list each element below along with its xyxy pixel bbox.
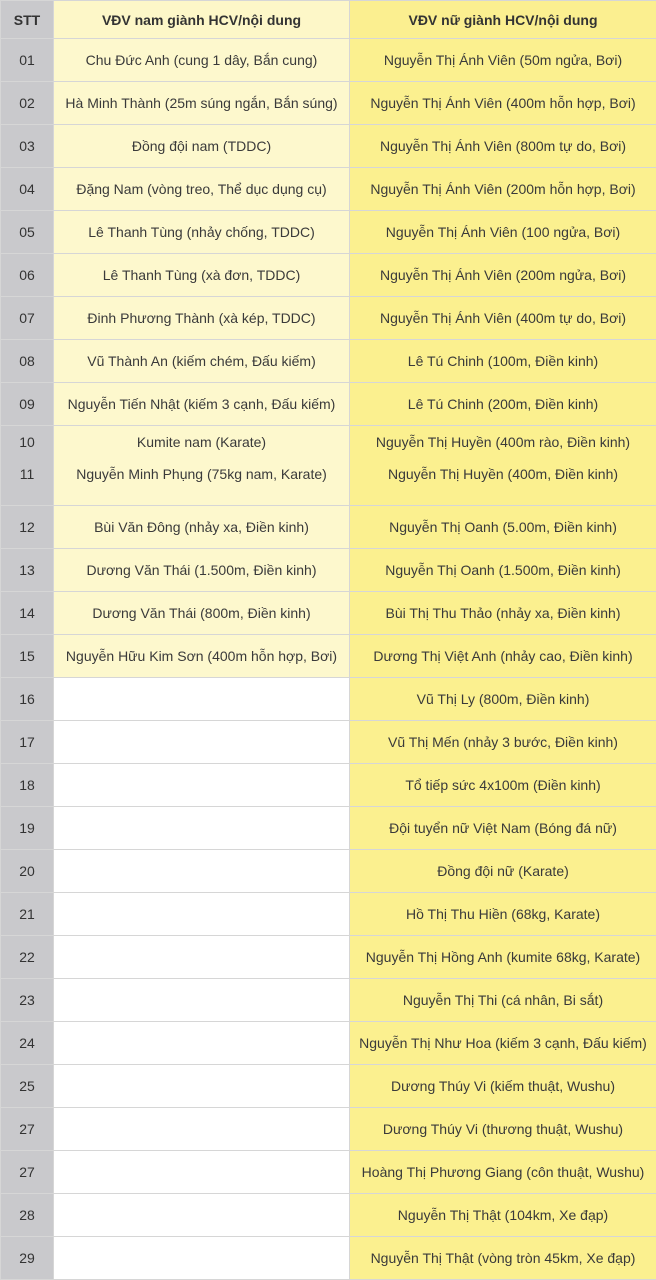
table-row <box>1 1151 656 1194</box>
table-row <box>1 125 656 168</box>
men-cell <box>54 1151 350 1194</box>
table-row <box>1 893 656 936</box>
women-cell: Dương Thúy Vi (thương thuật, Wushu) <box>350 1108 656 1151</box>
women-cell: Vũ Thị Mến (nhảy 3 bước, Điền kinh) <box>350 721 656 764</box>
stt-cell: 05 <box>1 211 54 254</box>
stt-cell: 17 <box>1 721 54 764</box>
women-cell-pair <box>350 426 656 506</box>
men-cell: Nguyễn Hữu Kim Sơn (400m hỗn hợp, Bơi) <box>54 635 350 678</box>
stt-cell: 11 <box>3 465 51 483</box>
stt-cell: 29 <box>1 1237 54 1280</box>
men-cell <box>54 850 350 893</box>
table-row <box>1 721 656 764</box>
table-row <box>1 82 656 125</box>
women-cell: Đội tuyển nữ Việt Nam (Bóng đá nữ) <box>350 807 656 850</box>
table-row <box>1 1194 656 1237</box>
stt-cell: 21 <box>1 893 54 936</box>
table-row <box>1 678 656 721</box>
table-row <box>1 383 656 426</box>
table-row <box>1 936 656 979</box>
men-cell: Bùi Văn Đông (nhảy xa, Điền kinh) <box>54 506 350 549</box>
men-cell-pair <box>54 426 350 506</box>
men-cell <box>54 1108 350 1151</box>
stt-cell: 01 <box>1 39 54 82</box>
header-women: VĐV nữ giành HCV/nội dung <box>350 1 656 39</box>
women-cell: Nguyễn Thị Oanh (5.00m, Điền kinh) <box>350 506 656 549</box>
men-cell <box>54 1237 350 1280</box>
men-cell <box>54 807 350 850</box>
men-cell: Dương Văn Thái (800m, Điền kinh) <box>54 592 350 635</box>
table-row <box>1 807 656 850</box>
table-row <box>1 506 656 549</box>
men-cell <box>54 1194 350 1237</box>
women-cell: Nguyễn Thị Ánh Viên (100 ngửa, Bơi) <box>350 211 656 254</box>
men-cell <box>54 1065 350 1108</box>
women-cell: Lê Tú Chinh (100m, Điền kinh) <box>350 340 656 383</box>
table-row <box>1 592 656 635</box>
men-cell: Hà Minh Thành (25m súng ngắn, Bắn súng) <box>54 82 350 125</box>
women-cell: Lê Tú Chinh (200m, Điền kinh) <box>350 383 656 426</box>
stt-cell: 19 <box>1 807 54 850</box>
stt-cell: 12 <box>1 506 54 549</box>
men-cell: Dương Văn Thái (1.500m, Điền kinh) <box>54 549 350 592</box>
stt-cell: 27 <box>1 1108 54 1151</box>
stt-cell: 10 <box>3 426 51 465</box>
women-cell: Nguyễn Thị Ánh Viên (400m tự do, Bơi) <box>350 297 656 340</box>
men-cell: Đặng Nam (vòng treo, Thể dục dụng cụ) <box>54 168 350 211</box>
men-cell: Đồng đội nam (TDDC) <box>54 125 350 168</box>
men-cell <box>54 1022 350 1065</box>
header-stt: STT <box>1 1 54 39</box>
table-row <box>1 340 656 383</box>
stt-cell: 08 <box>1 340 54 383</box>
men-cell: Nguyễn Minh Phụng (75kg nam, Karate) <box>56 465 347 483</box>
header-row <box>1 1 656 39</box>
stt-cell: 16 <box>1 678 54 721</box>
stt-cell-pair <box>1 426 54 506</box>
women-cell: Nguyễn Thị Ánh Viên (50m ngửa, Bơi) <box>350 39 656 82</box>
women-cell: Nguyễn Thị Thi (cá nhân, Bi sắt) <box>350 979 656 1022</box>
stt-cell: 20 <box>1 850 54 893</box>
stt-cell: 13 <box>1 549 54 592</box>
stt-cell: 24 <box>1 1022 54 1065</box>
men-cell: Vũ Thành An (kiếm chém, Đấu kiếm) <box>54 340 350 383</box>
women-cell: Hồ Thị Thu Hiền (68kg, Karate) <box>350 893 656 936</box>
women-cell: Nguyễn Thị Như Hoa (kiếm 3 cạnh, Đấu kiếm) <box>350 1022 656 1065</box>
table-row <box>1 1022 656 1065</box>
men-cell <box>54 678 350 721</box>
table-row <box>1 635 656 678</box>
table-row <box>1 39 656 82</box>
women-cell: Nguyễn Thị Thật (104km, Xe đạp) <box>350 1194 656 1237</box>
women-cell: Nguyễn Thị Thật (vòng tròn 45km, Xe đạp) <box>350 1237 656 1280</box>
stt-cell: 18 <box>1 764 54 807</box>
stt-cell: 22 <box>1 936 54 979</box>
stt-cell: 28 <box>1 1194 54 1237</box>
women-cell: Nguyễn Thị Huyền (400m, Điền kinh) <box>352 465 654 483</box>
men-cell: Chu Đức Anh (cung 1 dây, Bắn cung) <box>54 39 350 82</box>
women-cell: Hoàng Thị Phương Giang (côn thuật, Wushu) <box>350 1151 656 1194</box>
women-cell: Đồng đội nữ (Karate) <box>350 850 656 893</box>
women-cell: Dương Thị Việt Anh (nhảy cao, Điền kinh) <box>350 635 656 678</box>
table-row <box>1 979 656 1022</box>
stt-cell: 03 <box>1 125 54 168</box>
men-cell <box>54 764 350 807</box>
table-row <box>1 549 656 592</box>
table-row <box>1 1065 656 1108</box>
table-row <box>1 297 656 340</box>
table-row <box>1 211 656 254</box>
table-row <box>1 1237 656 1280</box>
men-cell: Kumite nam (Karate) <box>56 426 347 465</box>
table-row <box>1 168 656 211</box>
stt-cell: 06 <box>1 254 54 297</box>
men-cell <box>54 936 350 979</box>
stt-cell: 09 <box>1 383 54 426</box>
women-cell: Vũ Thị Ly (800m, Điền kinh) <box>350 678 656 721</box>
stt-cell: 07 <box>1 297 54 340</box>
women-cell: Dương Thúy Vi (kiếm thuật, Wushu) <box>350 1065 656 1108</box>
stt-cell: 23 <box>1 979 54 1022</box>
men-cell <box>54 721 350 764</box>
women-cell: Nguyễn Thị Ánh Viên (200m ngửa, Bơi) <box>350 254 656 297</box>
women-cell: Nguyễn Thị Oanh (1.500m, Điền kinh) <box>350 549 656 592</box>
table-row <box>1 850 656 893</box>
stt-cell: 14 <box>1 592 54 635</box>
women-cell: Nguyễn Thị Hồng Anh (kumite 68kg, Karate) <box>350 936 656 979</box>
stt-cell: 15 <box>1 635 54 678</box>
table-row <box>1 1108 656 1151</box>
women-cell: Nguyễn Thị Ánh Viên (200m hỗn hợp, Bơi) <box>350 168 656 211</box>
stt-cell: 02 <box>1 82 54 125</box>
women-cell: Nguyễn Thị Ánh Viên (800m tự do, Bơi) <box>350 125 656 168</box>
men-cell: Nguyễn Tiến Nhật (kiếm 3 cạnh, Đấu kiếm) <box>54 383 350 426</box>
men-cell: Đinh Phương Thành (xà kép, TDDC) <box>54 297 350 340</box>
women-cell: Nguyễn Thị Ánh Viên (400m hỗn hợp, Bơi) <box>350 82 656 125</box>
stt-cell: 27 <box>1 1151 54 1194</box>
women-cell: Tổ tiếp sức 4x100m (Điền kinh) <box>350 764 656 807</box>
table-row <box>1 254 656 297</box>
men-cell <box>54 979 350 1022</box>
stt-cell: 04 <box>1 168 54 211</box>
men-cell: Lê Thanh Tùng (xà đơn, TDDC) <box>54 254 350 297</box>
table-row <box>1 764 656 807</box>
women-cell: Bùi Thị Thu Thảo (nhảy xa, Điền kinh) <box>350 592 656 635</box>
header-men: VĐV nam giành HCV/nội dung <box>54 1 350 39</box>
men-cell <box>54 893 350 936</box>
women-cell: Nguyễn Thị Huyền (400m rào, Điền kinh) <box>352 426 654 465</box>
table-row-merged <box>1 426 656 506</box>
men-cell: Lê Thanh Tùng (nhảy chống, TDDC) <box>54 211 350 254</box>
stt-cell: 25 <box>1 1065 54 1108</box>
